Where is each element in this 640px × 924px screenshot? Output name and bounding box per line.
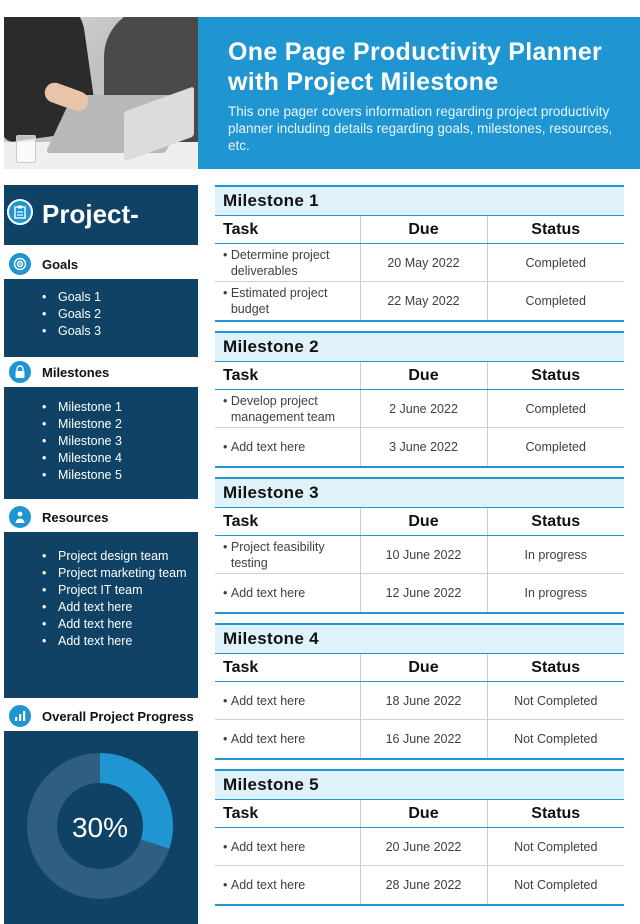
- milestones-header: [4, 357, 198, 387]
- task-cell: • Add text here: [215, 682, 360, 720]
- column-header-status: Status: [487, 654, 624, 682]
- column-header-due: Due: [360, 216, 487, 244]
- due-cell: 20 June 2022: [360, 828, 487, 866]
- due-cell: 28 June 2022: [360, 866, 487, 904]
- resources-block: [4, 532, 198, 698]
- status-cell: Completed: [487, 244, 624, 282]
- progress-value: 30%: [71, 812, 129, 843]
- column-header-due: Due: [360, 654, 487, 682]
- list-item: • Project design team: [42, 548, 192, 565]
- target-icon: [7, 251, 33, 277]
- column-header-status: Status: [487, 800, 624, 828]
- header-photo: [4, 17, 198, 169]
- milestone-table: [215, 769, 624, 906]
- milestone-table: [215, 185, 624, 322]
- list-item: • Milestone 3: [42, 433, 122, 450]
- list-item: • Goals 3: [42, 323, 101, 340]
- list-item: • Add text here: [42, 633, 192, 650]
- milestone-grid: [215, 799, 624, 904]
- list-item: • Goals 1: [42, 289, 101, 306]
- due-cell: 18 June 2022: [360, 682, 487, 720]
- list-item: • Add text here: [42, 616, 192, 633]
- milestone-title: Milestone 5: [215, 769, 624, 799]
- resources-list: [42, 548, 192, 650]
- task-cell: • Develop project management team: [215, 390, 360, 428]
- list-item: • Add text here: [42, 599, 192, 616]
- status-cell: Not Completed: [487, 720, 624, 758]
- due-cell: 2 June 2022: [360, 390, 487, 428]
- sidebar-title-block: [4, 185, 198, 245]
- resources-header: [4, 502, 198, 532]
- sidebar: [4, 185, 198, 924]
- list-item: • Goals 2: [42, 306, 101, 323]
- table-row: [215, 828, 624, 866]
- resources-label: Resources: [42, 510, 109, 525]
- table-row: [215, 282, 624, 320]
- list-item: • Project IT team: [42, 582, 192, 599]
- column-header-due: Due: [360, 508, 487, 536]
- goals-label: Goals: [42, 257, 79, 272]
- milestone-grid: [215, 507, 624, 612]
- task-cell: • Add text here: [223, 585, 306, 600]
- milestones-block: [4, 387, 198, 499]
- table-header-row: [215, 216, 624, 244]
- column-header-task: Task: [215, 800, 360, 828]
- milestone-title: Milestone 3: [215, 477, 624, 507]
- table-row: [215, 390, 624, 428]
- progress-label: Overall Project Progress: [42, 709, 194, 724]
- task-cell: • Add text here: [223, 439, 306, 454]
- milestone-grid: [215, 361, 624, 466]
- list-item: • Project marketing team: [42, 565, 192, 582]
- chart-icon: [7, 703, 33, 729]
- column-header-task: Task: [215, 654, 360, 682]
- column-header-due: Due: [360, 362, 487, 390]
- status-cell: In progress: [487, 574, 624, 612]
- goals-header: [4, 249, 198, 279]
- progress-header: [4, 701, 198, 731]
- list-item: • Milestone 5: [42, 467, 122, 484]
- progress-donut: [24, 750, 176, 902]
- due-cell: 22 May 2022: [360, 282, 487, 320]
- column-header-due: Due: [360, 800, 487, 828]
- status-cell: In progress: [487, 536, 624, 574]
- sidebar-title: Project-: [42, 199, 139, 229]
- goals-list: [42, 289, 101, 340]
- lock-icon: [7, 359, 33, 385]
- due-cell: 16 June 2022: [360, 720, 487, 758]
- status-cell: Not Completed: [487, 866, 624, 904]
- status-cell: Not Completed: [487, 828, 624, 866]
- table-row: [215, 720, 624, 758]
- column-header-task: Task: [215, 508, 360, 536]
- due-cell: 20 May 2022: [360, 244, 487, 282]
- column-header-status: Status: [487, 362, 624, 390]
- status-cell: Completed: [487, 428, 624, 466]
- table-header-row: [215, 362, 624, 390]
- table-header-row: [215, 654, 624, 682]
- milestone-table: [215, 477, 624, 614]
- column-header-status: Status: [487, 508, 624, 536]
- page-title: One Page Productivity Planner with Project Milestone: [228, 38, 603, 96]
- due-cell: 12 June 2022: [360, 574, 487, 612]
- milestone-title: Milestone 2: [215, 331, 624, 361]
- milestone-table: [215, 623, 624, 760]
- header-banner: [198, 17, 640, 169]
- table-header-row: [215, 800, 624, 828]
- table-row: [215, 536, 624, 574]
- task-cell: • Determine project deliverables: [215, 244, 360, 282]
- table-row: [215, 866, 624, 904]
- task-cell: • Add text here: [215, 828, 360, 866]
- table-row: [215, 574, 624, 612]
- milestone-title: Milestone 1: [215, 185, 624, 215]
- column-header-task: Task: [215, 216, 360, 244]
- task-cell: • Project feasibility testing: [215, 536, 360, 574]
- list-item: • Milestone 1: [42, 399, 122, 416]
- goals-block: [4, 279, 198, 357]
- status-cell: Completed: [487, 390, 624, 428]
- table-row: [215, 244, 624, 282]
- clipboard-icon: [7, 199, 33, 225]
- due-cell: 3 June 2022: [360, 428, 487, 466]
- column-header-task: Task: [215, 362, 360, 390]
- task-cell: • Estimated project budget: [223, 285, 328, 316]
- milestone-table: [215, 331, 624, 468]
- task-cell: • Add text here: [223, 731, 306, 746]
- due-cell: 10 June 2022: [360, 536, 487, 574]
- table-header-row: [215, 508, 624, 536]
- column-header-status: Status: [487, 216, 624, 244]
- milestones-list: [42, 399, 122, 484]
- list-item: • Milestone 4: [42, 450, 122, 467]
- milestone-title: Milestone 4: [215, 623, 624, 653]
- table-row: [215, 682, 624, 720]
- milestone-grid: [215, 653, 624, 758]
- status-cell: Not Completed: [487, 682, 624, 720]
- task-cell: • Add text here: [223, 877, 306, 892]
- team-icon: [7, 504, 33, 530]
- page-description: This one pager covers information regarding project productivity planner including details regarding goals, milestones, resources, etc.: [228, 104, 613, 153]
- table-row: [215, 428, 624, 466]
- list-item: • Milestone 2: [42, 416, 122, 433]
- milestones-label: Milestones: [42, 365, 110, 380]
- milestone-grid: [215, 215, 624, 320]
- status-cell: Completed: [487, 282, 624, 320]
